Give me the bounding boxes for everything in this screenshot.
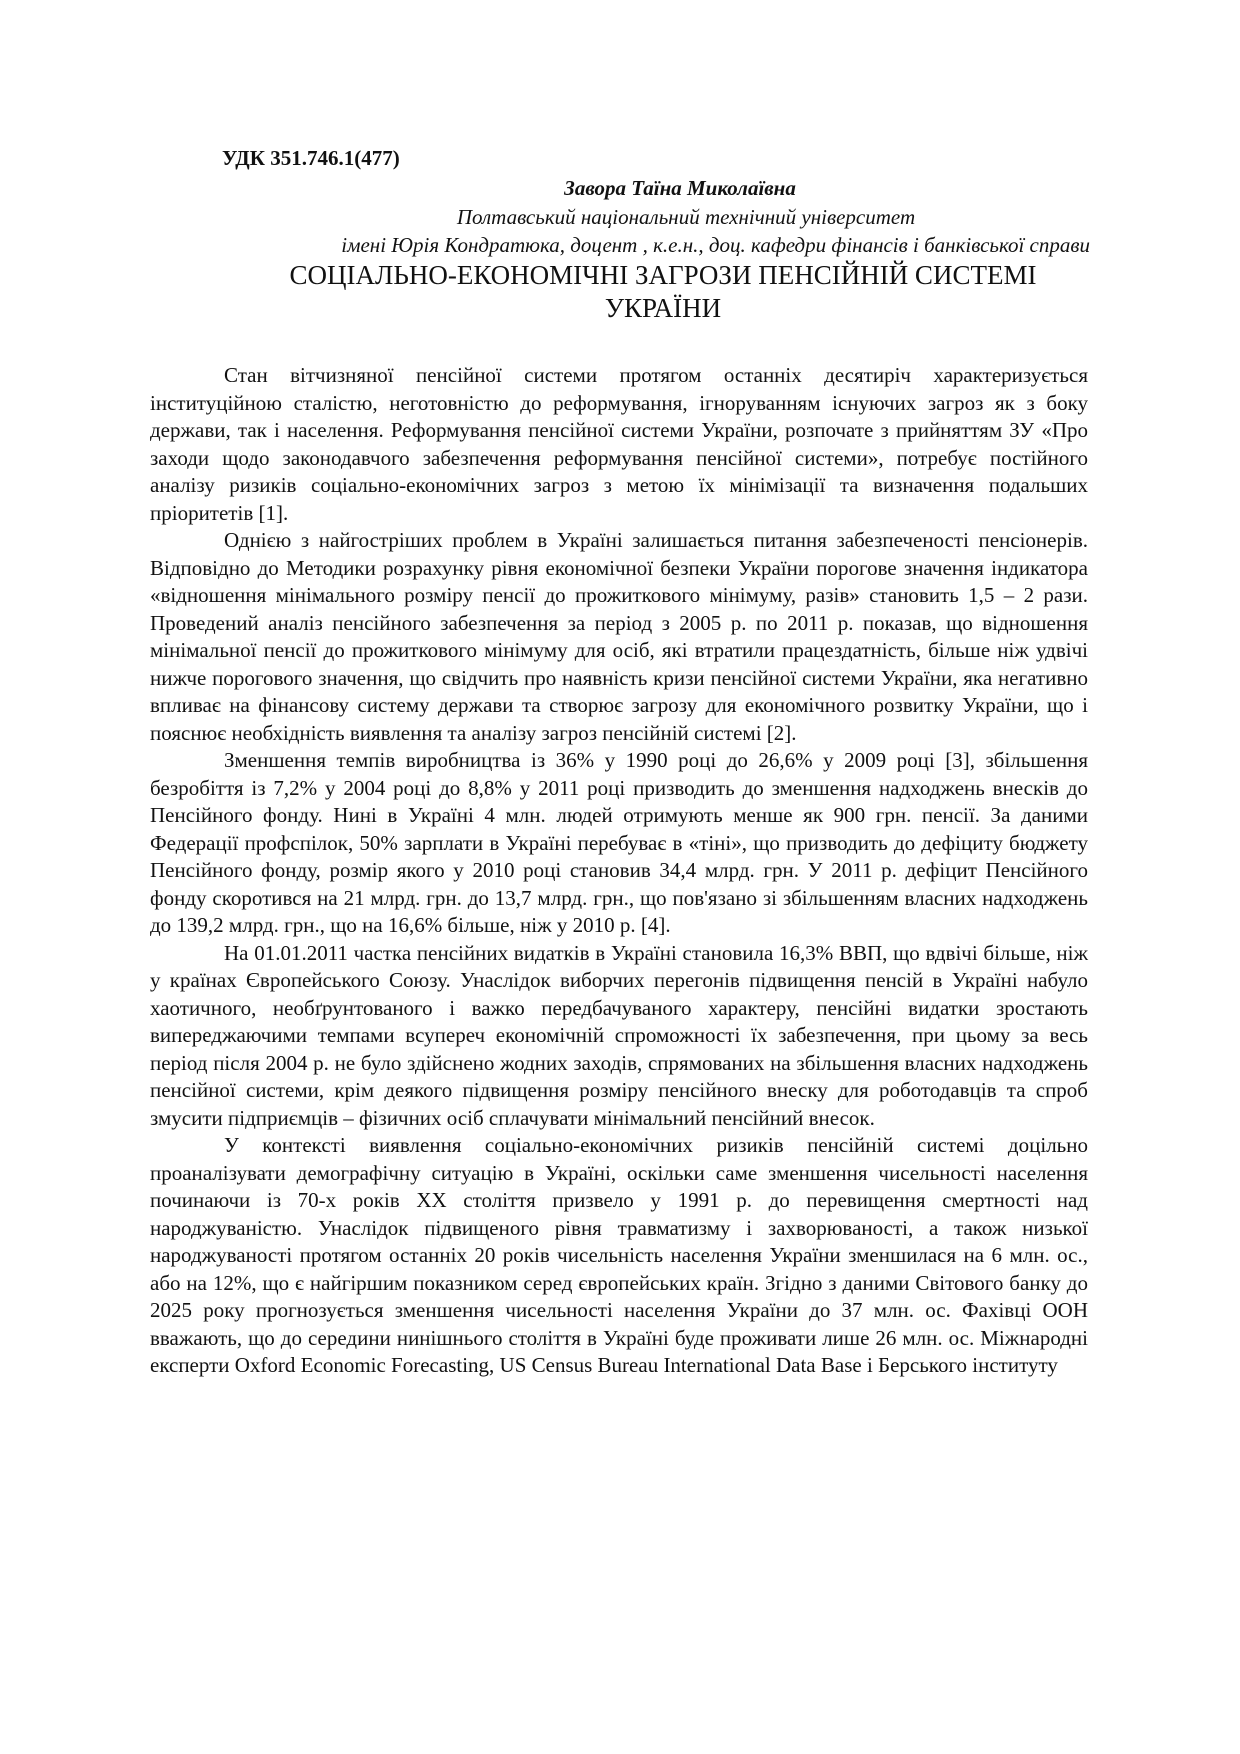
paragraph: У контексті виявлення соціально-економічних ризиків пенсійній системі доцільно проаналізувати демографічну ситуацію в Україні, оскільки саме зменшення чисельності населення починаючи із 70-х років XX століття призвело у 1991 р. до перевищення смертності над народжуваністю. Унаслідок підвищеного рівня травматизму і захворюваності, а також низької народжуваності протягом останніх 20 років чисельність населення України зменшилася на 6 млн. ос., або на 12%, що є найгіршим показником серед європейських країн. Згідно з даними Світового банку до 2025 року прогнозується зменшення чисельності населення України до 37 млн. ос. Фахівці ООН вважають, що до середини нинішнього століття в Україні буде проживати лише 26 млн. ос. Міжнародні експерти Oxford Economic Forecasting, US Census Bureau International Data Base і Берського інституту [150, 1133, 1088, 1377]
paragraph: На 01.01.2011 частка пенсійних видатків в Україні становила 16,3% ВВП, що вдвічі більше, ніж у країнах Європейського Союзу. Унаслідок виборчих перегонів підвищення пенсій в Україні набуло хаотичного, необґрунтованого і важко передбачуваного характеру, пенсійні видатки зростають випереджаючими темпами всупереч економічній спроможності їх забезпечення, при цьому за весь період після 2004 р. не було здійснено жодних заходів, спрямованих на збільшення власних надходжень пенсійної системи, крім деякого підвищення розміру пенсійного внеску для роботодавців та спроб змусити підприємців – фізичних осіб сплачувати мінімальний пенсійний внесок. [150, 940, 1088, 1130]
udk-code: УДК 351.746.1(477) [222, 146, 400, 170]
article-title: СОЦІАЛЬНО-ЕКОНОМІЧНІ ЗАГРОЗИ ПЕНСІЙНІЙ СИСТЕМІ УКРАЇНИ [289, 260, 1037, 323]
paragraph: Зменшення темпів виробництва із 36% у 1990 році до 26,6% у 2009 році [3], збільшення безробіття із 7,2% у 2004 році до 8,8% у 2011 році призводить до зменшення надходжень внесків до Пенсійного фонду. Нині в Україні 4 млн. людей отримують менше як 900 грн. пенсії. За даними Федерації профспілок, 50% зарплати в Україні перебуває в «тіні», що призводить до дефіциту бюджету Пенсійного фонду, розмір якого у 2010 році становив 34,4 млрд. грн. У 2011 р. дефіцит Пенсійного фонду скоротився на 21 млрд. грн. до 13,7 млрд. грн., що пов'язано зі збільшенням власних надходжень до 139,2 млрд. грн., що на 16,6% більше, ніж у 2010 р. [4]. [150, 748, 1088, 937]
paragraph: Однією з найгостріших проблем в Україні залишається питання забезпеченості пенсіонерів. Відповідно до Методики розрахунку рівня економічної безпеки України порогове значення індикатора «відношення мінімального розміру пенсії до прожиткового мінімуму, разів» становить 1,5 – 2 рази. Проведений аналіз пенсійного забезпечення за період з 2005 р. по 2011 р. показав, що відношення мінімальної пенсії до прожиткового мінімуму для осіб, які втратили працездатність, більше ніж удвічі нижче порогового значення, що свідчить про наявність кризи пенсійної системи України, яка негативно впливає на фінансову систему держави та створює загрозу для економічного розвитку України, що і пояснює необхідність виявлення та аналізу загроз пенсійній системі [2]. [150, 528, 1088, 745]
author-name: Завора Таїна Миколаївна [564, 176, 796, 200]
paragraph: Стан вітчизняної пенсійної системи протягом останніх десятиріч характеризується інституційною сталістю, неготовністю до реформування, ігноруванням існуючих загроз як з боку держави, так і населення. Реформування пенсійної системи України, розпочате з прийняттям ЗУ «Про заходи щодо законодавчого забезпечення реформування пенсійної системи», потребує постійного аналізу ризиків соціально-економічних загроз з метою їх мінімізації та визначення подальших пріоритетів [1]. [150, 363, 1088, 525]
affiliation-position: імені Юрія Кондратюка, доцент , к.е.н., доц. кафедри фінансів і банківської справи [341, 233, 1090, 257]
affiliation-university: Полтавський національний технічний університет [456, 205, 916, 229]
article-body [150, 362, 1088, 1380]
